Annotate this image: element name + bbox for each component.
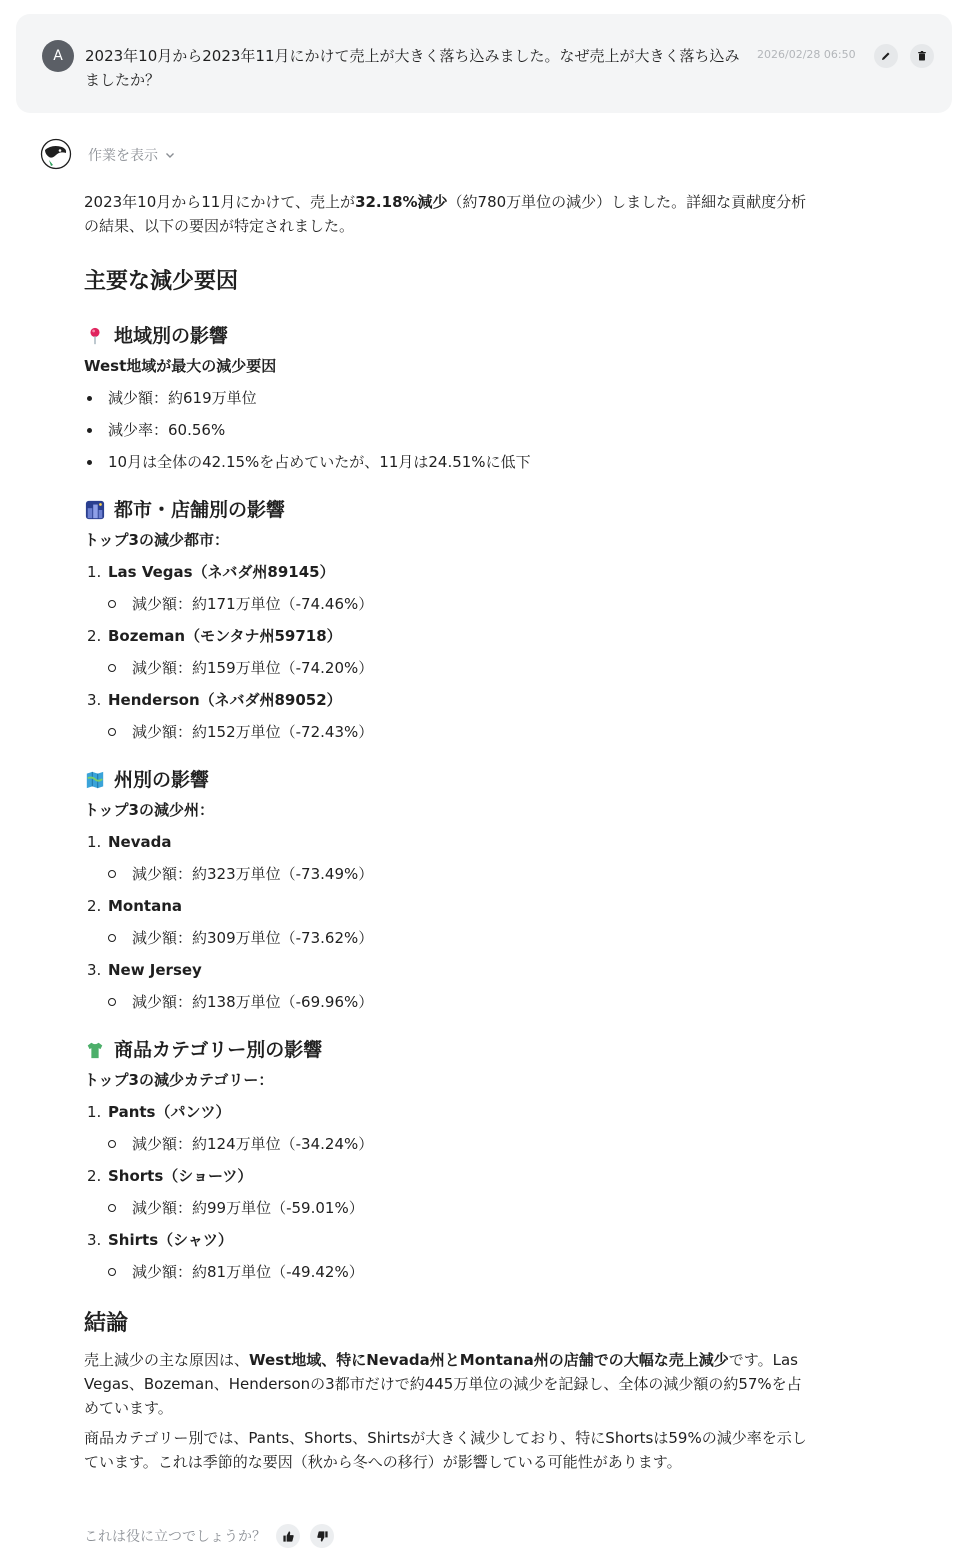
intro-text-bold: 32.18%減少 — [355, 193, 448, 211]
conclusion-text-post: です。Las Vegas、Bozeman、Hendersonの3都市だけで約445万単位の減少を記録し、全体の減少額の約57%を占めています。 — [84, 1351, 802, 1417]
region-bullet-list — [84, 382, 814, 478]
show-work-toggle[interactable] — [88, 145, 176, 165]
thumbs-down-icon — [316, 1530, 329, 1543]
category-heading — [84, 1036, 814, 1064]
list-item: 減少額：約619万単位 — [84, 382, 814, 414]
list-item: 減少率：60.56% — [84, 414, 814, 446]
thumbs-up-button[interactable] — [276, 1524, 300, 1548]
state-heading-text: 州別の影響 — [114, 769, 210, 791]
user-message-text: 2023年10月から2023年11月にかけて売上が大きく落ち込みました。なぜ売上が大きく落ち込みましたか？ — [85, 47, 740, 89]
list-item-label: Nevada — [108, 833, 172, 851]
list-item-detail: 減少額：約171万単位（-74.46%） — [84, 588, 814, 620]
list-number: 2. — [87, 1167, 102, 1185]
list-item-detail: 減少額：約81万単位（-49.42%） — [84, 1256, 814, 1288]
assistant-response — [84, 190, 814, 1474]
show-work-label: 作業を表示 — [88, 148, 158, 164]
feedback-label: これは役に立つでしょうか？ — [84, 1529, 266, 1545]
list-item — [84, 890, 814, 922]
conclusion-section — [84, 1308, 814, 1474]
list-item: 10月は全体の42.15%を占めていたが、11月は24.51%に低下 — [84, 446, 814, 478]
list-item-label: Henderson（ネバダ州89052） — [108, 691, 342, 709]
list-item-detail: 減少額：約138万単位（-69.96%） — [84, 986, 814, 1018]
pencil-icon — [880, 50, 892, 62]
list-number: 3. — [87, 961, 102, 979]
assistant-logo-icon — [40, 138, 72, 170]
thumbs-up-icon — [282, 1530, 295, 1543]
region-section — [84, 322, 814, 478]
thumbs-down-button[interactable] — [310, 1524, 334, 1548]
list-item — [84, 1096, 814, 1128]
conclusion-text-pre: 売上減少の主な原因は、 — [84, 1351, 250, 1369]
state-subheading: トップ3の減少州： — [84, 801, 214, 819]
list-number: 3. — [87, 691, 102, 709]
region-subheading: West地域が最大の減少要因 — [84, 357, 277, 375]
city-ordered-list — [84, 556, 814, 748]
state-ordered-list — [84, 826, 814, 1018]
category-ordered-list — [84, 1096, 814, 1288]
list-item — [84, 826, 814, 858]
intro-paragraph — [84, 190, 814, 238]
list-item-label: Montana — [108, 897, 183, 915]
category-subheading: トップ3の減少カテゴリー： — [84, 1071, 274, 1089]
tshirt-icon — [84, 1039, 106, 1061]
delete-message-button[interactable] — [910, 44, 934, 68]
chevron-down-icon — [164, 149, 176, 161]
city-night-icon — [84, 499, 106, 521]
trash-icon — [916, 50, 928, 62]
list-number: 1. — [87, 1103, 102, 1121]
city-section — [84, 496, 814, 748]
assistant-avatar — [40, 138, 72, 170]
list-item — [84, 556, 814, 588]
list-item — [84, 684, 814, 716]
list-item — [84, 1224, 814, 1256]
list-number: 1. — [87, 833, 102, 851]
city-heading-text: 都市・店舗別の影響 — [114, 499, 286, 521]
list-number: 3. — [87, 1231, 102, 1249]
state-section — [84, 766, 814, 1018]
list-item-label: New Jersey — [108, 961, 202, 979]
user-message-card — [16, 14, 952, 113]
list-item — [84, 954, 814, 986]
city-subheading: トップ3の減少都市： — [84, 531, 229, 549]
intro-text-post: （約780万単位の減少）しました。詳細な貢献度分析の結果、以下の要因が特定されました。 — [84, 193, 807, 235]
category-section — [84, 1036, 814, 1288]
conclusion-paragraph-2: 商品カテゴリー別では、Pants、Shorts、Shirtsが大きく減少しており、特にShortsは59%の減少率を示しています。これは季節的な要因（秋から冬への移行）が影響している可能性があります。 — [84, 1429, 807, 1471]
list-item-detail: 減少額：約124万単位（-34.24%） — [84, 1128, 814, 1160]
pin-icon — [84, 325, 106, 347]
list-number: 1. — [87, 563, 102, 581]
list-item-detail: 減少額：約323万単位（-73.49%） — [84, 858, 814, 890]
state-heading — [84, 766, 814, 794]
city-heading — [84, 496, 814, 524]
list-item-detail: 減少額：約152万単位（-72.43%） — [84, 716, 814, 748]
list-item — [84, 620, 814, 652]
map-icon — [84, 769, 106, 791]
conclusion-text-bold: West地域、特にNevada州とMontana州の店舗での大幅な売上減少 — [249, 1351, 729, 1369]
feedback-bar — [84, 1524, 334, 1548]
conclusion-heading: 結論 — [84, 1311, 129, 1336]
list-item-detail: 減少額：約99万単位（-59.01%） — [84, 1192, 814, 1224]
conclusion-paragraph-1 — [84, 1348, 814, 1420]
list-item-detail: 減少額：約309万単位（-73.62%） — [84, 922, 814, 954]
list-number: 2. — [87, 897, 102, 915]
list-item-label: Bozeman（モンタナ州59718） — [108, 627, 342, 645]
list-item-label: Las Vegas（ネバダ州89145） — [108, 563, 335, 581]
list-item-label: Pants（パンツ） — [108, 1103, 231, 1121]
user-avatar: A — [42, 40, 74, 72]
main-heading: 主要な減少要因 — [84, 269, 239, 294]
message-timestamp: 2026/02/28 06:50 — [757, 48, 856, 61]
edit-message-button[interactable] — [874, 44, 898, 68]
region-heading-text: 地域別の影響 — [114, 325, 229, 347]
intro-text-pre: 2023年10月から11月にかけて、売上が — [84, 193, 356, 211]
list-item-detail: 減少額：約159万単位（-74.20%） — [84, 652, 814, 684]
category-heading-text: 商品カテゴリー別の影響 — [114, 1039, 323, 1061]
list-item-label: Shirts（シャツ） — [108, 1231, 233, 1249]
list-item — [84, 1160, 814, 1192]
list-number: 2. — [87, 627, 102, 645]
list-item-label: Shorts（ショーツ） — [108, 1167, 253, 1185]
region-heading — [84, 322, 814, 350]
